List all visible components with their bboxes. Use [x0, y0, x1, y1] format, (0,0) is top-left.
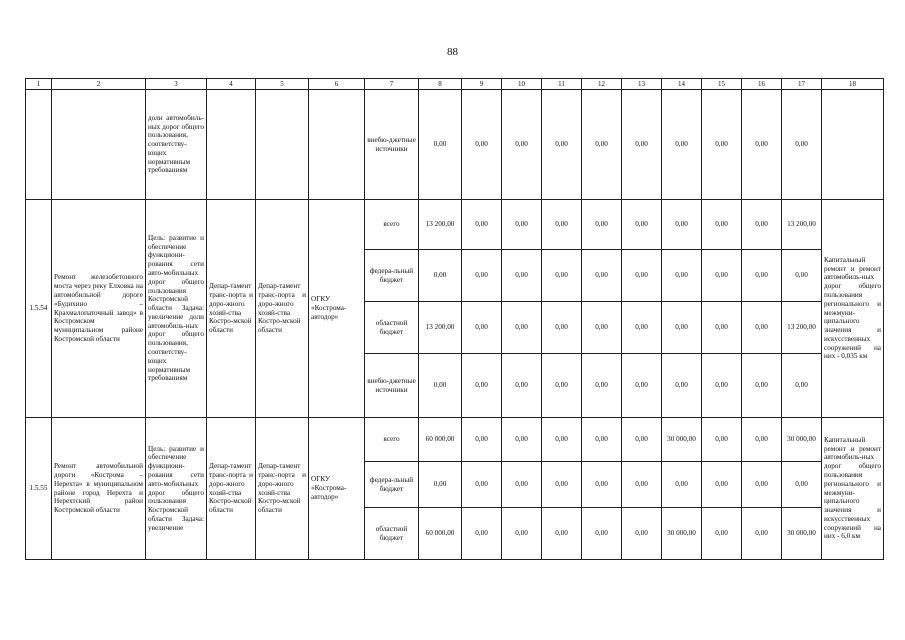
- funding-value: 0,00: [582, 418, 622, 462]
- funding-value: 0,00: [582, 250, 622, 302]
- column-number: 6: [309, 79, 365, 90]
- funding-value: 0,00: [742, 508, 782, 560]
- funding-value: 0,00: [542, 302, 582, 354]
- funding-value: 0,00: [462, 354, 502, 418]
- responsible-department: Депар-тамент транс-порта и доро-жного хозяй-ства Костро-мской области: [256, 200, 309, 418]
- funding-value: 0,00: [502, 302, 542, 354]
- funding-value: 0,00: [742, 354, 782, 418]
- funding-value: 0,00: [782, 90, 822, 200]
- funding-value: 0,00: [702, 418, 742, 462]
- funding-value: 0,00: [462, 462, 502, 508]
- funding-value: 0,00: [622, 462, 662, 508]
- entry-name: Ремонт железобетонного моста через реку Елховка на автомобильной дороге «Будихино – Крахмалопаточный завод» в Костромском муниципальном районе Костромской области: [52, 200, 146, 418]
- funding-value: 0,00: [542, 354, 582, 418]
- result-cell: [822, 90, 884, 200]
- responsible-department: Депар-тамент транс-порта и доро-жного хозяй-ства Костро-мской области: [256, 418, 309, 560]
- goal-text: Цель: развитие и обеспечение функциони-рования сети авто-мобильных дорог общего пользования Костромской области Задача: увеличение: [146, 418, 207, 560]
- column-number: 16: [742, 79, 782, 90]
- funding-value: 0,00: [662, 462, 702, 508]
- funding-value: 0,00: [702, 462, 742, 508]
- column-number: 10: [502, 79, 542, 90]
- column-number-row: [26, 79, 884, 90]
- funding-value: 0,00: [742, 418, 782, 462]
- funding-value: 0,00: [662, 200, 702, 250]
- funding-value: 0,00: [622, 508, 662, 560]
- funding-value: 0,00: [702, 302, 742, 354]
- column-number: 17: [782, 79, 822, 90]
- funding-value: 0,00: [542, 462, 582, 508]
- funding-row: [26, 200, 884, 250]
- page-number: 88: [447, 46, 458, 58]
- entry-number: 1.5.55: [26, 418, 52, 560]
- funding-value: 0,00: [542, 508, 582, 560]
- funding-value: 0,00: [502, 200, 542, 250]
- funding-value: 0,00: [542, 200, 582, 250]
- funding-value: 0,00: [502, 354, 542, 418]
- funding-source: федера-льный бюджет: [365, 462, 419, 508]
- funding-value: 0,00: [542, 90, 582, 200]
- funding-source: всего: [365, 200, 419, 250]
- funding-value: 0,00: [582, 302, 622, 354]
- column-number: 11: [542, 79, 582, 90]
- entry-name-cell: [52, 90, 146, 200]
- funding-source: внебю-джетные источники: [365, 354, 419, 418]
- funding-value: 0,00: [542, 418, 582, 462]
- funding-value: 0,00: [702, 250, 742, 302]
- goal-text: доли автомобиль-ных дорог общего пользования, соответству-ющих нормативным требованиям: [146, 90, 207, 200]
- funding-row: [26, 418, 884, 462]
- funding-value: 0,00: [582, 462, 622, 508]
- funding-value: 0,00: [782, 354, 822, 418]
- funding-value: 13 200,00: [782, 302, 822, 354]
- executor-cell: [309, 90, 365, 200]
- funding-value: 0,00: [462, 250, 502, 302]
- funding-value: 30 000,00: [782, 418, 822, 462]
- department-cell: [256, 90, 309, 200]
- column-number: 7: [365, 79, 419, 90]
- program-table: [25, 78, 884, 560]
- funding-value: 0,00: [419, 90, 462, 200]
- funding-value: 0,00: [742, 250, 782, 302]
- funding-value: 0,00: [419, 354, 462, 418]
- funding-value: 0,00: [622, 200, 662, 250]
- column-number: 15: [702, 79, 742, 90]
- funding-value: 0,00: [622, 90, 662, 200]
- column-number: 18: [822, 79, 884, 90]
- funding-value: 0,00: [502, 508, 542, 560]
- column-number: 12: [582, 79, 622, 90]
- funding-value: 0,00: [742, 302, 782, 354]
- funding-value: 0,00: [702, 90, 742, 200]
- funding-value: 0,00: [582, 200, 622, 250]
- funding-value: 0,00: [462, 418, 502, 462]
- entry-number-cell: [26, 90, 52, 200]
- entry-number: 1.5.54: [26, 200, 52, 418]
- column-number: 5: [256, 79, 309, 90]
- funding-value: 30 000,00: [782, 508, 822, 560]
- funding-value: 0,00: [419, 250, 462, 302]
- funding-value: 0,00: [702, 508, 742, 560]
- column-number: 9: [462, 79, 502, 90]
- executor: ОГКУ «Кострома-автодор»: [309, 418, 365, 560]
- funding-value: 0,00: [462, 200, 502, 250]
- expected-result: Капитальный ремонт и ремонт автомобиль-ных дорог общего пользования регионального и межмуни-ципального значения и искусственных сооружений на них - 6,0 км: [822, 418, 884, 560]
- funding-value: 0,00: [462, 302, 502, 354]
- column-number: 2: [52, 79, 146, 90]
- funding-value: 0,00: [662, 354, 702, 418]
- funding-value: 13 200,00: [419, 302, 462, 354]
- funding-source: областной бюджет: [365, 508, 419, 560]
- funding-value: 0,00: [622, 302, 662, 354]
- funding-source: областной бюджет: [365, 302, 419, 354]
- coordinator-department: Депар-тамент транс-порта и доро-жного хозяй-ства Костро-мской области: [207, 200, 256, 418]
- column-number: 8: [419, 79, 462, 90]
- funding-source: федера-льный бюджет: [365, 250, 419, 302]
- funding-value: 60 000,00: [419, 418, 462, 462]
- funding-value: 0,00: [662, 250, 702, 302]
- funding-value: 13 200,00: [782, 200, 822, 250]
- funding-value: 0,00: [702, 200, 742, 250]
- funding-value: 0,00: [582, 508, 622, 560]
- funding-value: 0,00: [702, 354, 742, 418]
- funding-value: 0,00: [502, 418, 542, 462]
- funding-value: 0,00: [742, 200, 782, 250]
- expected-result: Капитальный ремонт и ремонт автомобиль-ных дорог общего пользования регионального и межмуни-ципального значения и искусственных сооружений на них - 0,035 км: [822, 200, 884, 418]
- funding-value: 0,00: [419, 462, 462, 508]
- funding-value: 0,00: [582, 354, 622, 418]
- continuation-row: [26, 90, 884, 200]
- column-number: 3: [146, 79, 207, 90]
- funding-value: 0,00: [622, 250, 662, 302]
- funding-source: всего: [365, 418, 419, 462]
- funding-value: 0,00: [662, 302, 702, 354]
- funding-value: 0,00: [462, 90, 502, 200]
- funding-value: 0,00: [742, 462, 782, 508]
- funding-value: 0,00: [502, 90, 542, 200]
- funding-value: 0,00: [782, 462, 822, 508]
- funding-value: 0,00: [502, 250, 542, 302]
- funding-value: 0,00: [782, 250, 822, 302]
- goal-text: Цель: развитие и обеспечение функциони-рования сети авто-мобильных дорог общего пользования Костромской области Задача: увеличение доли автомобиль-ных дорог общего пользования, соответству-ющих нормативным требованиям: [146, 200, 207, 418]
- coordinator-department: Депар-тамент транс-порта и доро-жного хозяй-ства Костро-мской области: [207, 418, 256, 560]
- funding-value: 30 000,00: [662, 418, 702, 462]
- funding-value: 0,00: [742, 90, 782, 200]
- funding-value: 0,00: [662, 90, 702, 200]
- column-number: 4: [207, 79, 256, 90]
- funding-value: 13 200,00: [419, 200, 462, 250]
- column-number: 14: [662, 79, 702, 90]
- funding-value: 0,00: [542, 250, 582, 302]
- funding-value: 0,00: [622, 354, 662, 418]
- executor: ОГКУ «Кострома-автодор»: [309, 200, 365, 418]
- department-cell: [207, 90, 256, 200]
- column-number: 1: [26, 79, 52, 90]
- funding-source: внебю-джетные источники: [365, 90, 419, 200]
- funding-value: 0,00: [582, 90, 622, 200]
- funding-value: 0,00: [502, 462, 542, 508]
- funding-value: 0,00: [622, 418, 662, 462]
- funding-value: 0,00: [462, 508, 502, 560]
- column-number: 13: [622, 79, 662, 90]
- entry-name: Ремонт автомобильной дороги «Кострома – Нерехта» в муниципальном районе город Нерехта и Нерехтский район Костромской области: [52, 418, 146, 560]
- funding-value: 60 000,00: [419, 508, 462, 560]
- funding-value: 30 000,00: [662, 508, 702, 560]
